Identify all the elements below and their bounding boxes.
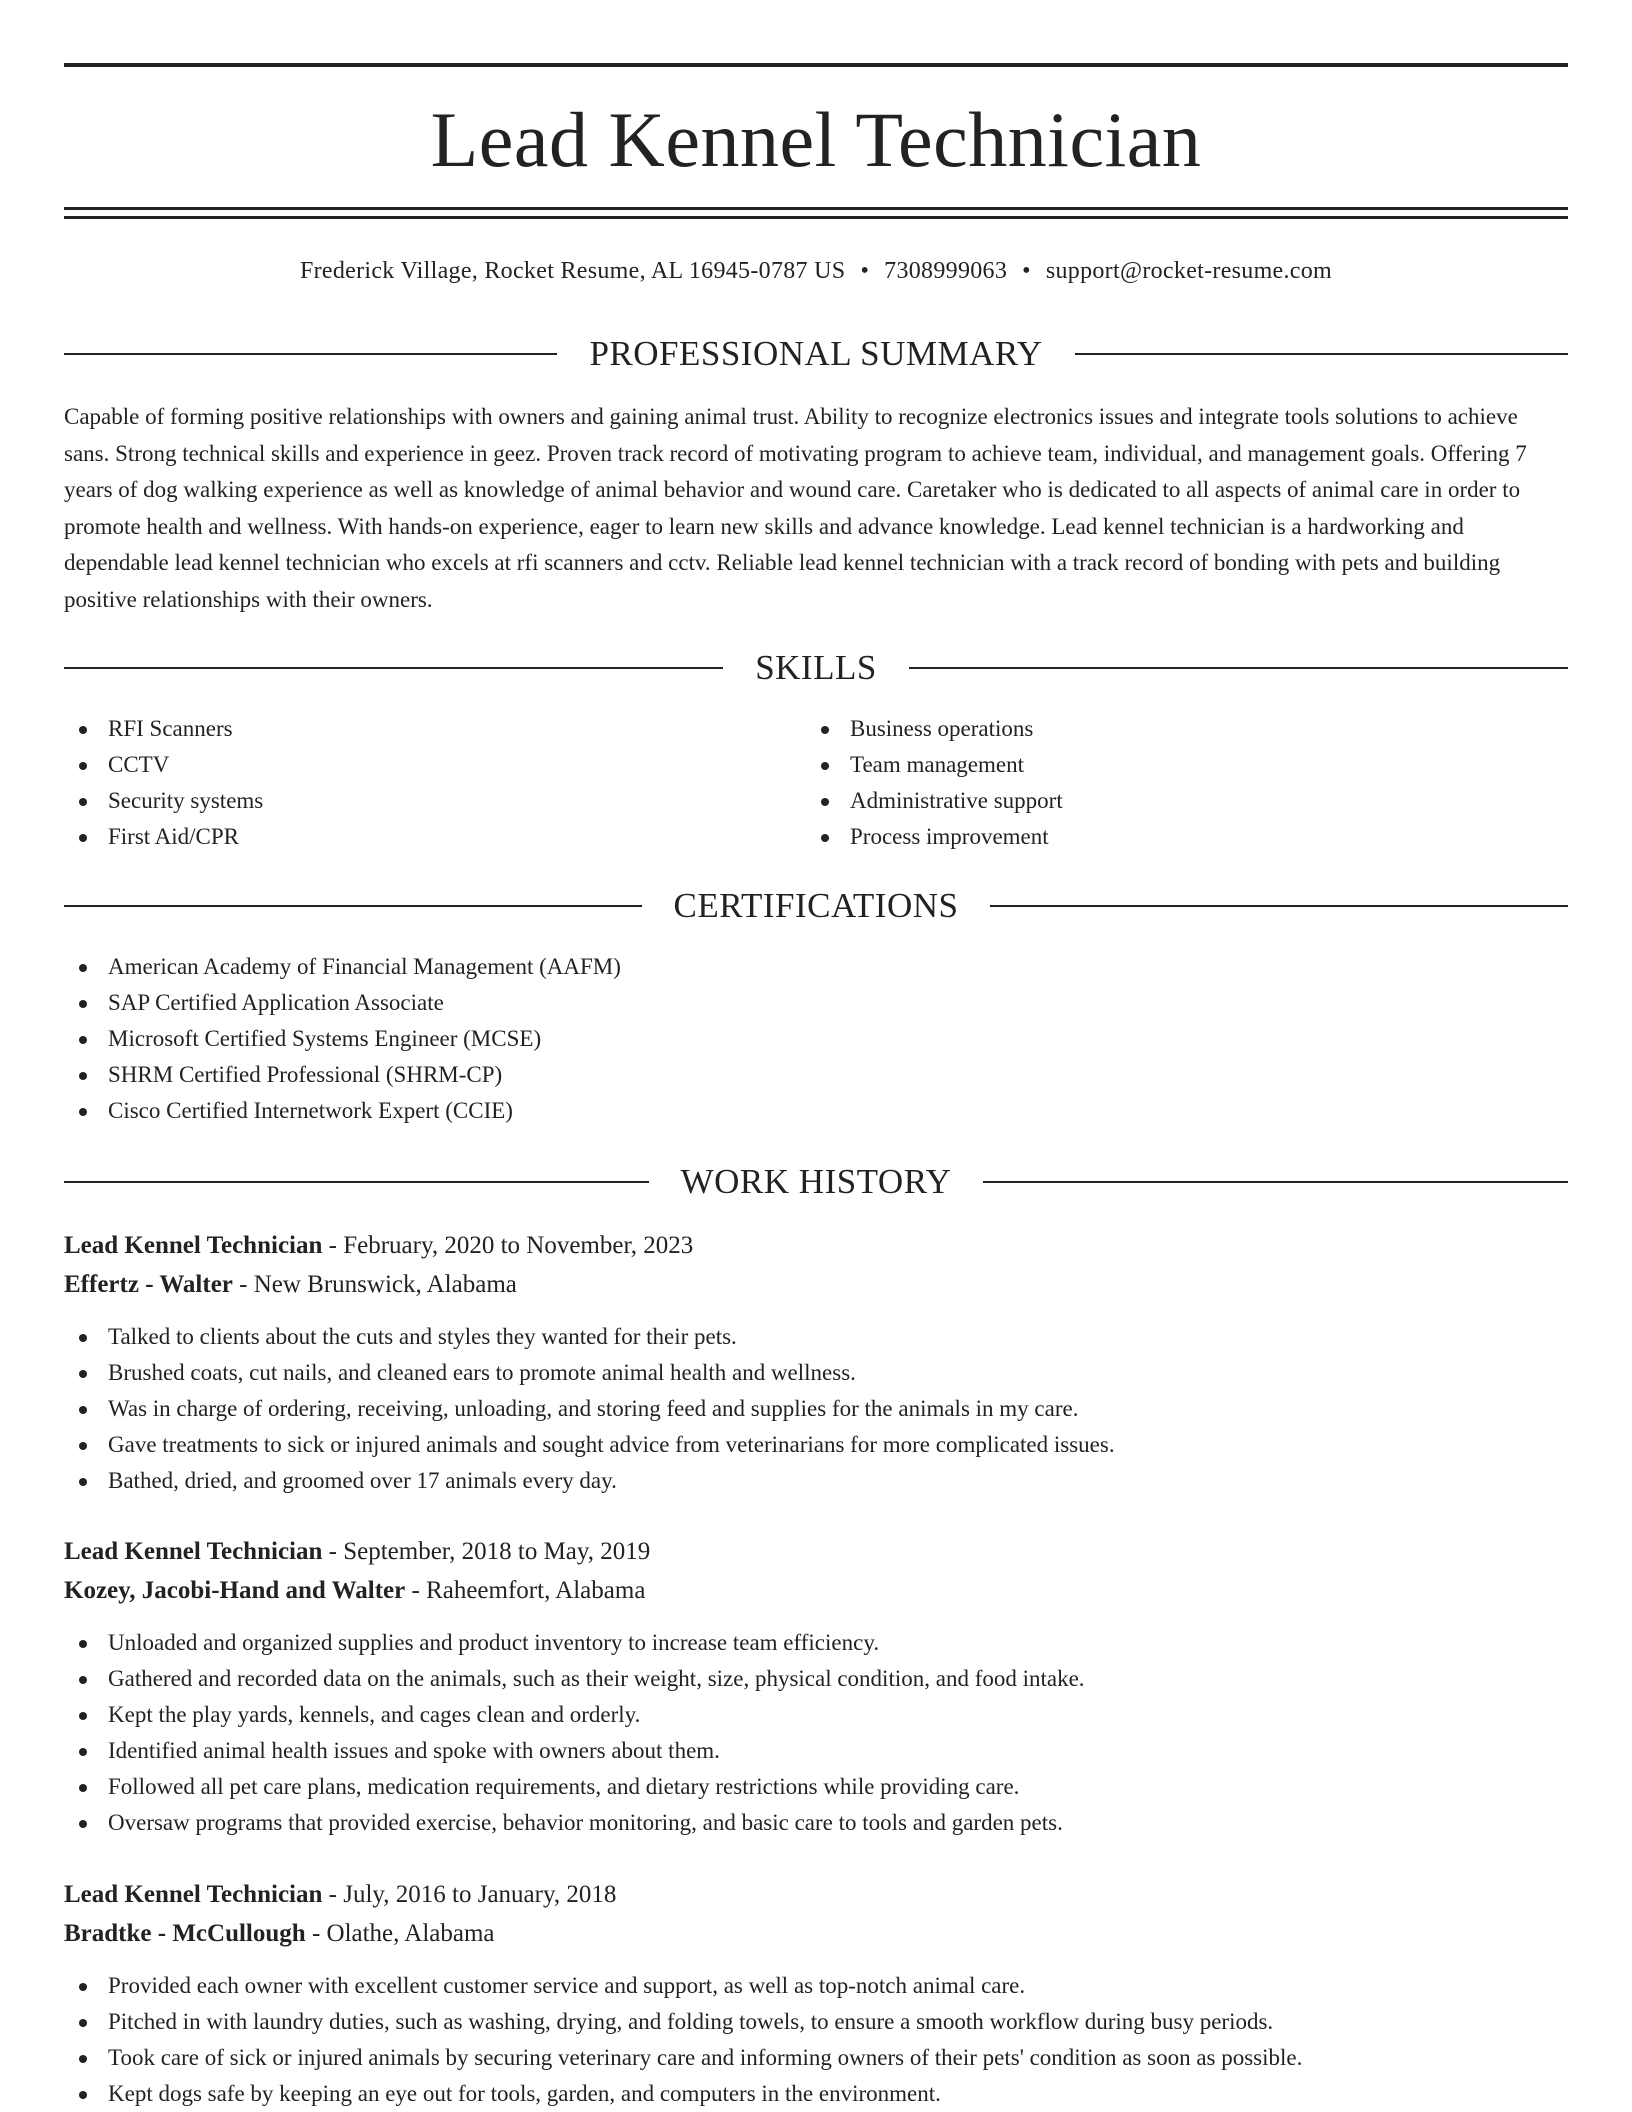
skill-item: Administrative support <box>806 783 1546 819</box>
job-duties-list <box>64 1319 1568 1499</box>
job-duty: Identified animal health issues and spoke with owners about them. <box>64 1733 1568 1769</box>
certification-item: SHRM Certified Professional (SHRM-CP) <box>64 1057 1568 1093</box>
contact-email: support@rocket-resume.com <box>1045 258 1333 284</box>
job-company: Bradtke - McCullough <box>64 1920 306 1947</box>
certification-item: American Academy of Financial Management (AAFM) <box>64 949 1568 985</box>
job-duty: Gave treatments to sick or injured animals and sought advice from veterinarians for more complicated issues. <box>64 1427 1568 1463</box>
heading-rule-left <box>64 667 723 669</box>
job-entry <box>64 1226 1568 1499</box>
contact-separator: • <box>1022 258 1031 284</box>
job-title-line <box>64 1875 1568 1914</box>
job-duty: Was in charge of ordering, receiving, unloading, and storing feed and supplies for the animals in my care. <box>64 1391 1568 1427</box>
section-heading-summary <box>64 334 1568 374</box>
job-company: Kozey, Jacobi-Hand and Walter <box>64 1577 406 1604</box>
job-title-line <box>64 1532 1568 1571</box>
section-heading-certifications <box>64 886 1568 926</box>
certification-item: Microsoft Certified Systems Engineer (MCSE) <box>64 1021 1568 1057</box>
job-dates: - February, 2020 to November, 2023 <box>322 1232 694 1259</box>
header-top-rule <box>64 63 1568 67</box>
job-entry <box>64 1532 1568 1841</box>
job-duty: Took care of sick or injured animals by securing veterinary care and informing owners of their pets' condition as soon as possible. <box>64 2040 1568 2076</box>
job-duty: Oversaw programs that provided exercise, behavior monitoring, and basic care to tools and garden pets. <box>64 1805 1568 1841</box>
job-duties-list <box>64 1968 1568 2112</box>
heading-rule-left <box>64 1181 649 1183</box>
section-heading-work-history <box>64 1162 1568 1202</box>
job-duty: Gathered and recorded data on the animals, such as their weight, size, physical condition, and food intake. <box>64 1661 1568 1697</box>
job-duty: Pitched in with laundry duties, such as washing, drying, and folding towels, to ensure a smooth workflow during busy periods. <box>64 2004 1568 2040</box>
skills-list-left <box>64 711 804 855</box>
job-duty: Kept dogs safe by keeping an eye out for tools, garden, and computers in the environment. <box>64 2076 1568 2112</box>
job-company-line <box>64 1571 1568 1610</box>
skills-list-right <box>806 711 1546 855</box>
contact-line <box>64 253 1568 289</box>
header-double-rule-bottom <box>64 216 1568 219</box>
contact-address: Frederick Village, Rocket Resume, AL 16945-0787 US <box>299 258 846 284</box>
job-duty: Followed all pet care plans, medication requirements, and dietary restrictions while providing care. <box>64 1769 1568 1805</box>
job-duties-list <box>64 1625 1568 1841</box>
resume-name: Lead Kennel Technician <box>430 96 1202 183</box>
job-duty: Talked to clients about the cuts and styles they wanted for their pets. <box>64 1319 1568 1355</box>
section-title: PROFESSIONAL SUMMARY <box>589 334 1043 373</box>
skill-item: Business operations <box>806 711 1546 747</box>
job-duty: Unloaded and organized supplies and product inventory to increase team efficiency. <box>64 1625 1568 1661</box>
skill-item: RFI Scanners <box>64 711 804 747</box>
job-location: - Olathe, Alabama <box>305 1920 495 1947</box>
skill-item: Security systems <box>64 783 804 819</box>
section-title: SKILLS <box>755 648 877 687</box>
contact-separator: • <box>860 258 870 284</box>
heading-rule-right <box>983 1181 1568 1183</box>
summary-text: Capable of forming positive relationships with owners and gaining animal trust. Ability to recognize electronics issues and integrate tools solutions to achieve sans. Strong technical skills and experience in geez. Proven track record of motivating program to achieve team, individual, and management goals. Offering 7 years of dog walking experience as well as knowledge of animal behavior and wound care. Caretaker who is dedicated to all aspects of animal care in order to promote health and wellness. With hands-on experience, eager to learn new skills and advance knowledge. Lead kennel technician is a hardworking and dependable lead kennel technician who excels at rfi scanners and cctv. Reliable lead kennel technician with a track record of bonding with pets and building positive relationships with their owners. <box>64 404 1527 612</box>
job-location: - New Brunswick, Alabama <box>232 1271 517 1298</box>
heading-rule-right <box>990 905 1568 907</box>
section-heading-skills <box>64 648 1568 688</box>
job-dates: - July, 2016 to January, 2018 <box>322 1881 617 1908</box>
heading-rule-right <box>909 667 1568 669</box>
job-company-line <box>64 1914 1568 1953</box>
certification-item: SAP Certified Application Associate <box>64 985 1568 1021</box>
contact-phone: 7308999063 <box>884 258 1008 284</box>
job-title: Lead Kennel Technician <box>64 1538 323 1565</box>
section-title: CERTIFICATIONS <box>673 886 959 925</box>
certification-item: Cisco Certified Internetwork Expert (CCIE) <box>64 1093 1568 1129</box>
job-title-line <box>64 1226 1568 1265</box>
job-duty: Bathed, dried, and groomed over 17 animals every day. <box>64 1463 1568 1499</box>
job-company-line <box>64 1265 1568 1304</box>
skill-item: First Aid/CPR <box>64 819 804 855</box>
job-dates: - September, 2018 to May, 2019 <box>322 1538 651 1565</box>
job-duty: Kept the play yards, kennels, and cages clean and orderly. <box>64 1697 1568 1733</box>
job-title: Lead Kennel Technician <box>64 1232 323 1259</box>
job-company: Effertz - Walter <box>64 1271 233 1298</box>
skill-item: Team management <box>806 747 1546 783</box>
header-double-rule-top <box>64 207 1568 210</box>
job-title: Lead Kennel Technician <box>64 1881 323 1908</box>
job-duty: Brushed coats, cut nails, and cleaned ears to promote animal health and wellness. <box>64 1355 1568 1391</box>
job-location: - Raheemfort, Alabama <box>405 1577 646 1604</box>
job-duty: Provided each owner with excellent customer service and support, as well as top-notch animal care. <box>64 1968 1568 2004</box>
certifications-list <box>64 949 1568 1129</box>
skill-item: CCTV <box>64 747 804 783</box>
section-title: WORK HISTORY <box>680 1162 952 1201</box>
job-entry <box>64 1875 1568 2112</box>
heading-rule-left <box>64 353 557 355</box>
heading-rule-right <box>1075 353 1568 355</box>
heading-rule-left <box>64 905 642 907</box>
skill-item: Process improvement <box>806 819 1546 855</box>
